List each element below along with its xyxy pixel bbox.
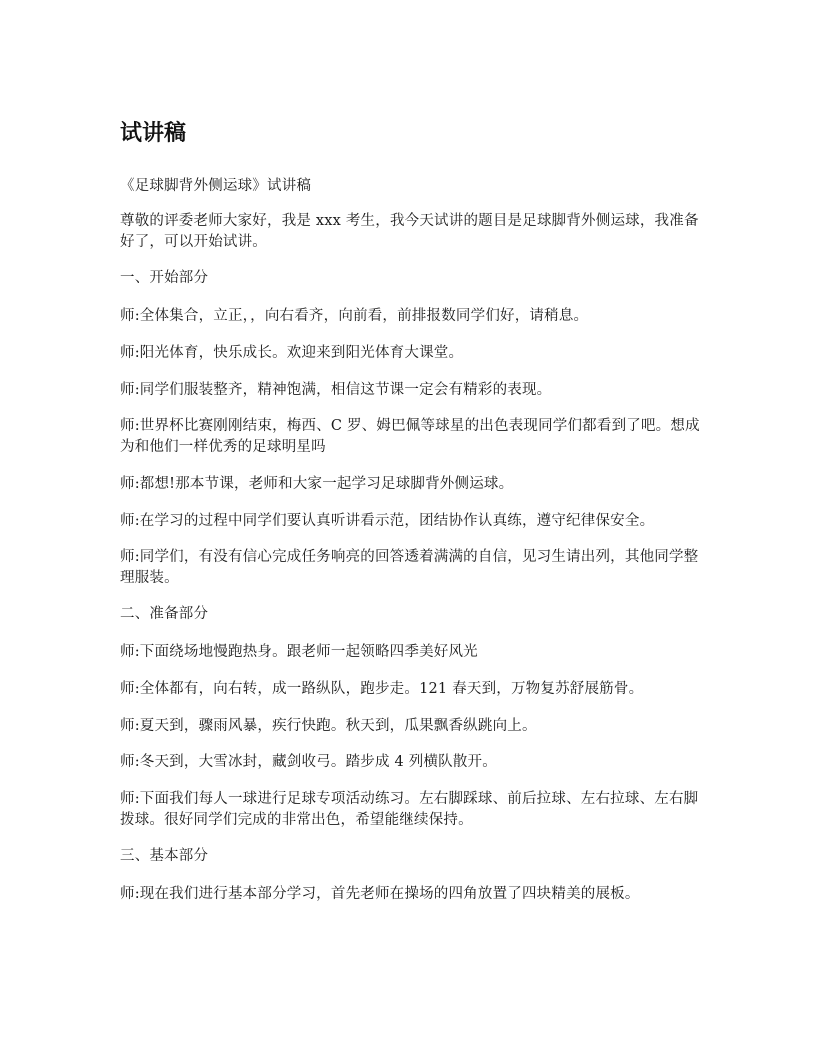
section-heading-opening: 一、开始部分 xyxy=(120,270,209,286)
paragraph: 师:同学们，有没有信心完成任务响亮的回答透着满满的自信，见习生请出列，其他同学整理服装。 xyxy=(120,549,699,586)
paragraph-greeting: 尊敬的评委老师大家好，我是 xxx 考生，我今天试讲的题目是足球脚背外侧运球，我准备好了，可以开始试讲。 xyxy=(120,213,699,250)
lecture-subtitle: 《足球脚背外侧运球》试讲稿 xyxy=(120,178,312,194)
paragraph: 师:都想!那本节课，老师和大家一起学习足球脚背外侧运球。 xyxy=(120,476,514,492)
paragraph: 师:同学们服装整齐，精神饱满，相信这节课一定会有精彩的表现。 xyxy=(120,382,552,398)
section-heading-basic: 三、基本部分 xyxy=(120,848,209,864)
paragraph: 师:下面我们每人一球进行足球专项活动练习。左右脚踩球、前后拉球、左右拉球、左右脚拨球。很好同学们完成的非常出色，希望能继续保持。 xyxy=(120,791,699,828)
paragraph: 师:现在我们进行基本部分学习，首先老师在操场的四角放置了四块精美的展板。 xyxy=(120,886,640,902)
section-heading-preparation: 二、准备部分 xyxy=(120,606,209,622)
paragraph: 师:世界杯比赛刚刚结束，梅西、C 罗、姆巴佩等球星的出色表现同学们都看到了吧。想成为和他们一样优秀的足球明星吗 xyxy=(120,418,700,455)
paragraph: 师:全体都有，向右转，成一路纵队，跑步走。121 春天到，万物复苏舒展筋骨。 xyxy=(120,681,644,697)
page-title: 试讲稿 xyxy=(120,121,187,146)
paragraph: 师:全体集合，立正，，向右看齐，向前看，前排报数同学们好，请稍息。 xyxy=(120,308,589,324)
paragraph: 师:阳光体育，快乐成长。欢迎来到阳光体育大课堂。 xyxy=(120,345,464,361)
paragraph: 师:冬天到，大雪冰封，藏剑收弓。踏步成 4 列横队散开。 xyxy=(120,754,497,770)
paragraph: 师:下面绕场地慢跑热身。跟老师一起领略四季美好风光 xyxy=(120,644,478,660)
paragraph: 师:夏天到，骤雨风暴，疾行快跑。秋天到，瓜果飘香纵跳向上。 xyxy=(120,718,537,734)
paragraph: 师:在学习的过程中同学们要认真听讲看示范，团结协作认真练，遵守纪律保安全。 xyxy=(120,513,655,529)
